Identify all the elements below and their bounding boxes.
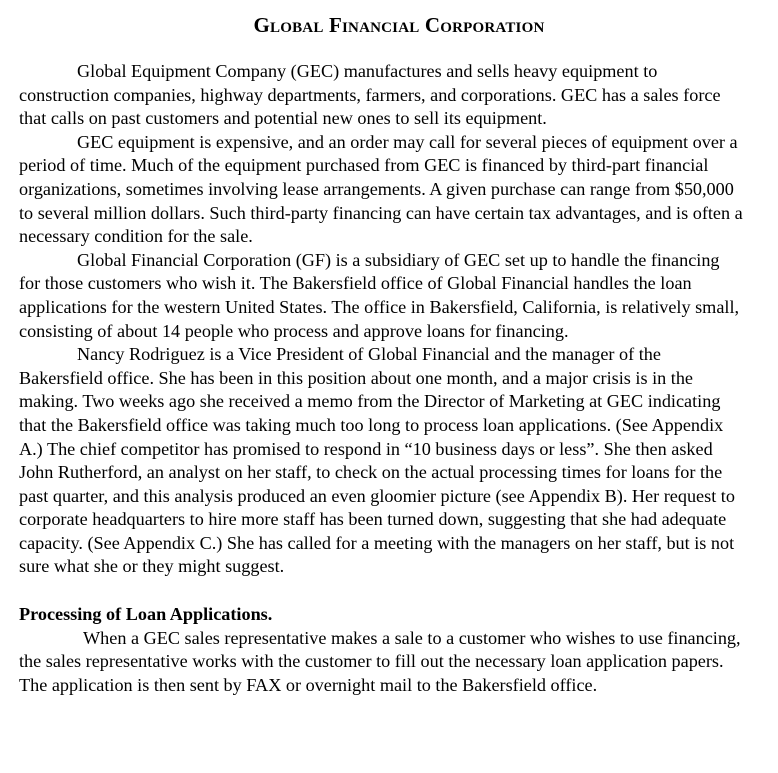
paragraph-processing: When a GEC sales representative makes a sale to a customer who wishes to use financing, the sales representative works with the customer to fill out the necessary loan application papers. The application is then sent by FAX or overnight mail to the Bakersfield office. [19,627,741,695]
paragraph-global-financial: Global Financial Corporation (GF) is a subsidiary of GEC set up to handle the financing for those customers who wish it. The Bakersfield office of Global Financial handles the loan applications for the western United States. The office in Bakersfield, California, is relatively small, consisting of about 14 people who process and approve loans for financing. [19,249,740,341]
paragraph-equipment-financing: GEC equipment is expensive, and an order may call for several pieces of equipment over a period of time. Much of the equipment purchased from GEC is financed by third-part financial organizations, sometimes involving lease arrangements. A given purchase can range from $50,000 to several million dollars. Such third-party financing can have certain tax advantages, and is often a necessary condition for the sale. [19,131,743,247]
document-page [19,10,743,697]
section-heading-processing: Processing of Loan Applications. [19,604,273,625]
document-title: Global Financial Corporation [253,13,545,37]
paragraph-nancy-rodriguez: Nancy Rodriguez is a Vice President of Global Financial and the manager of the Bakersfield office. She has been in this position about one month, and a major crisis is in the making. Two weeks ago she received a memo from the Director of Marketing at GEC indicating that the Bakersfield office was taking much too long to process loan applications. (See Appendix A.) The chief competitor has promised to respond in “10 business days or less”. She then asked John Rutherford, an analyst on her staff, to check on the actual processing times for loans for the past quarter, and this analysis produced an even gloomier picture (see Appendix B). Her request to corporate headquarters to hire more staff has been turned down, suggesting that she had adequate capacity. (See Appendix C.) She has called for a meeting with the managers on her staff, but is not sure what she or they might suggest. [19,344,735,577]
paragraph-gec-intro: Global Equipment Company (GEC) manufactures and sells heavy equipment to construction companies, highway departments, farmers, and corporations. GEC has a sales force that calls on past customers and potential new ones to sell its equipment. [19,61,721,129]
